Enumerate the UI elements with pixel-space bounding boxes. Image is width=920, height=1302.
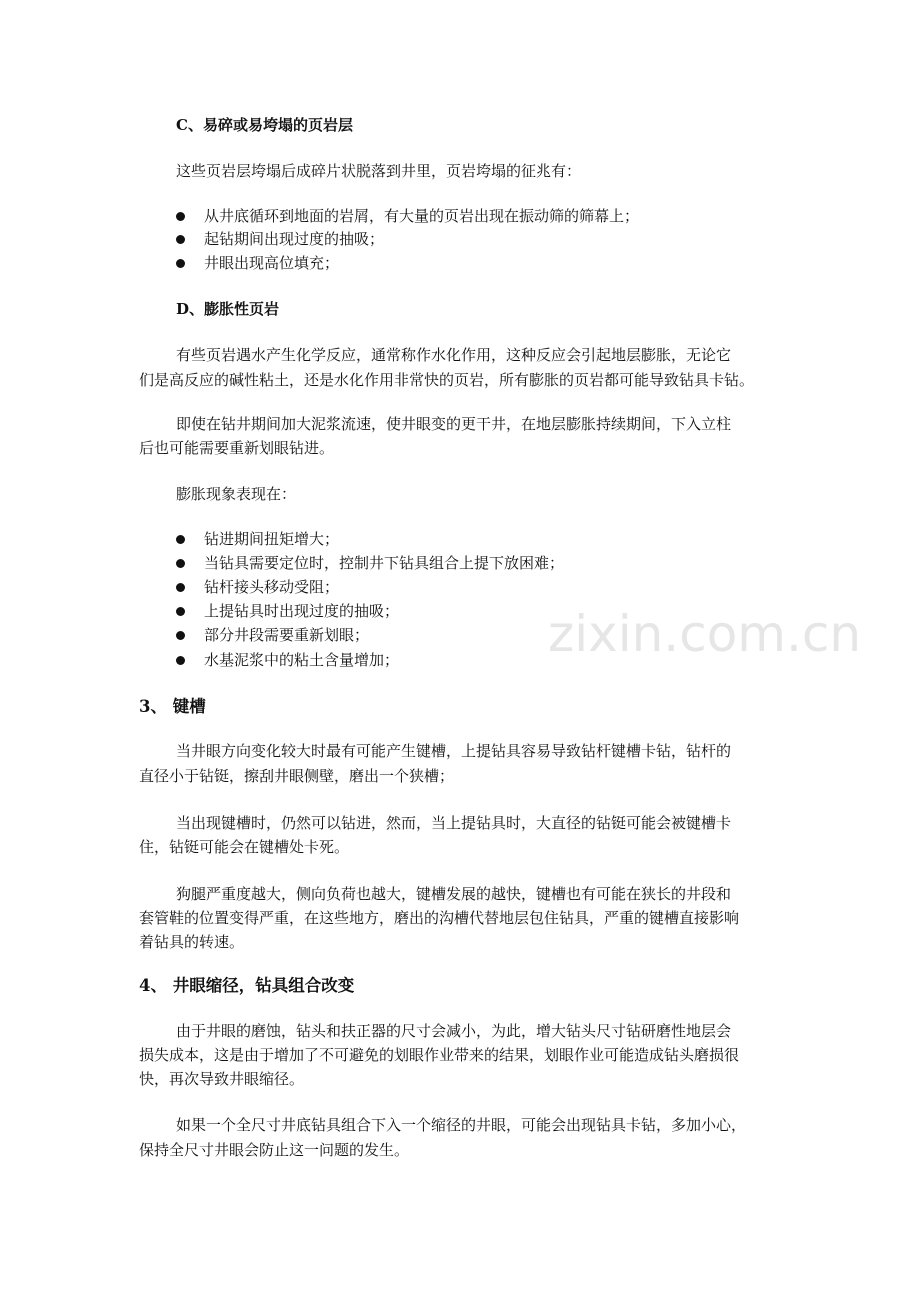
bullet-icon [176,656,185,665]
list-item: 钻进期间扭矩增大； [204,530,340,548]
paragraph-4a-line: 损失成本，这是由于增加了不可避免的划眼作业带来的结果，划眼作业可能造成钻头磨损很 [139,1046,740,1064]
bullet-icon [176,583,185,592]
heading-keyseat: 3、 键槽 [139,697,206,716]
list-item: 从井底循环到地面的岩屑，有大量的页岩出现在振动筛的筛幕上； [204,207,640,225]
bullet-icon [176,212,185,221]
list-item: 起钻期间出现过度的抽吸； [204,230,385,248]
bullet-icon [176,607,185,616]
paragraph-3b-line: 住，钻铤可能会在键槽处卡死。 [139,838,350,856]
paragraph-3c-line: 狗腿严重度越大，侧向负荷也越大，键槽发展的越快，键槽也有可能在狭长的井段和 [176,885,732,903]
paragraph-4b-line: 保持全尺寸井眼会防止这一问题的发生。 [139,1141,410,1159]
paragraph-3c-line: 套管鞋的位置变得严重，在这些地方，磨出的沟槽代替地层包住钻具，严重的键槽直接影响 [139,909,740,927]
list-item: 部分井段需要重新划眼； [204,626,370,644]
heading-hole-shrinkage: 4、 井眼缩径，钻具组合改变 [139,976,355,995]
paragraph-4a-line: 由于井眼的磨蚀，钻头和扶正器的尺寸会减小，为此，增大钻头尺寸钻研磨性地层会 [176,1022,732,1040]
bullet-icon [176,259,185,268]
list-item: 井眼出现高位填充； [204,254,340,272]
paragraph-c-intro: 这些页岩层垮塌后成碎片状脱落到井里，页岩垮塌的征兆有： [176,162,582,180]
list-item: 水基泥浆中的粘土含量增加； [204,651,400,669]
heading-c: C、易碎或易垮塌的页岩层 [176,116,353,134]
paragraph-4a-line: 快，再次导致井眼缩径。 [139,1070,305,1088]
list-item: 当钻具需要定位时，控制井下钻具组合上提下放困难； [204,554,565,572]
watermark-text: zixin.com.cn [548,605,862,663]
paragraph-d1-line: 有些页岩遇水产生化学反应，通常称作水化作用，这种反应会引起地层膨胀，无论它 [176,346,732,364]
bullet-icon [176,235,185,244]
paragraph-3c-line: 着钻具的转速。 [139,933,245,951]
paragraph-3a-line: 当井眼方向变化较大时最有可能产生键槽，上提钻具容易导致钻杆键槽卡钻，钻杆的 [176,742,732,760]
paragraph-3a-line: 直径小于钻铤，擦刮井眼侧壁，磨出一个狭槽； [139,767,455,785]
bullet-icon [176,631,185,640]
paragraph-d-intro: 膨胀现象表现在： [176,485,297,503]
bullet-icon [176,559,185,568]
paragraph-4b-line: 如果一个全尺寸井底钻具组合下入一个缩径的井眼，可能会出现钻具卡钻，多加小心， [176,1116,747,1134]
paragraph-d2-line: 即使在钻井期间加大泥浆流速，使井眼变的更干井，在地层膨胀持续期间，下入立柱 [176,415,732,433]
paragraph-d1-line: 们是高反应的碱性粘土，还是水化作用非常快的页岩，所有膨胀的页岩都可能导致钻具卡钻。 [139,371,755,389]
heading-d: D、膨胀性页岩 [176,300,280,318]
list-item: 钻杆接头移动受阻； [204,578,340,596]
bullet-icon [176,535,185,544]
list-item: 上提钻具时出现过度的抽吸； [204,602,400,620]
paragraph-d2-line: 后也可能需要重新划眼钻进。 [139,439,335,457]
paragraph-3b-line: 当出现键槽时，仍然可以钻进，然而，当上提钻具时，大直径的钻铤可能会被键槽卡 [176,814,732,832]
